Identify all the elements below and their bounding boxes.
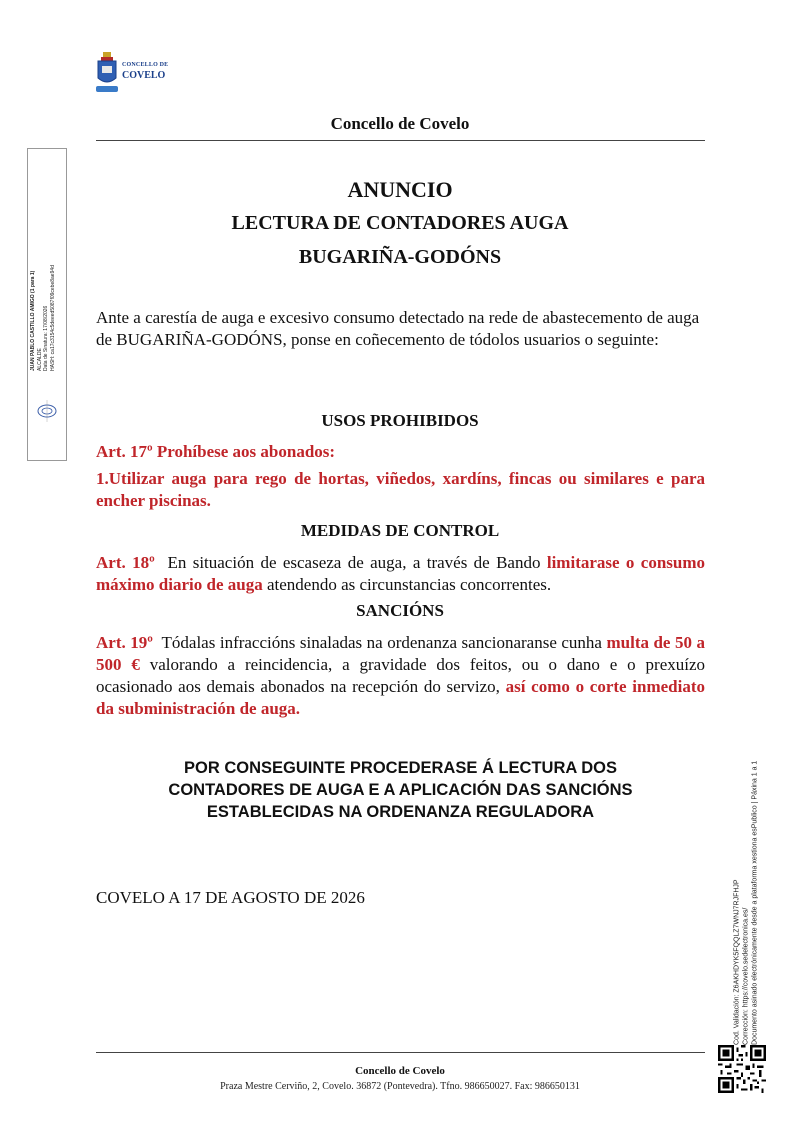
article-19-text: Tódalas infraccións sinaladas na ordenanza sancionaranse cunha — [161, 633, 602, 652]
article-19-text-middle: valorando a reincidencia, a gravidade dos feitos, ou o dano e o prexuízo ocasionado aos demais abonados na recepción do servizo, — [96, 655, 706, 696]
logo-line2: COVELO — [122, 70, 166, 81]
signer-name: JUAN PABLO CASTILLO AMIGO (1 para 1) — [30, 270, 36, 371]
conclusion-block — [96, 757, 705, 823]
prohibition-rule: 1.Utilizar auga para rego de hortas, viñedos, xardíns, fincas ou similares e para encher piscinas. — [96, 469, 705, 510]
article-18-label: Art. 18º — [96, 553, 155, 572]
verification-url: Corrección: https://covelo.sedelectronica.es/ — [742, 907, 750, 1045]
footer-divider — [96, 1052, 705, 1053]
footer-title: Concello de Covelo — [355, 1065, 445, 1077]
conclusion-line: CONTADORES DE AUGA E A APLICACIÓN DAS SANCIÓNS — [168, 781, 633, 799]
document-subtitle: LECTURA DE CONTADORES AUGA — [231, 212, 569, 234]
header-divider — [96, 140, 705, 141]
electronic-signature-note: Documento asinado electrónicamente desde a plataforma xestiona esPublico | Páxina 1 a 1 — [751, 760, 759, 1045]
header-title: Concello de Covelo — [330, 114, 470, 133]
section-heading-medidas: MEDIDAS DE CONTROL — [300, 521, 500, 540]
conclusion-line: ESTABLECIDAS NA ORDENANZA REGULADORA — [206, 803, 595, 821]
validation-code: Cod. Validación: Z6AKHDYK5FQQLZ7WNJ7RJFHJP — [733, 879, 741, 1045]
fine-amount: multa de 50 a 500 € — [96, 633, 705, 674]
article-19 — [96, 632, 705, 720]
article-18-text: En situación de escaseza de auga, a través de Bando — [167, 553, 541, 572]
article-18-highlight: limitarase o consumo máximo diario de auga — [96, 553, 706, 594]
section-heading-sancions: SANCIÓNS — [356, 601, 444, 620]
article-17: Art. 17º Prohíbese aos abonados: — [96, 442, 336, 461]
signature-hash: HASH: ca17c3154c5deeed5087f09cebe8ae94d — [49, 265, 56, 371]
section-heading-usos: USOS PROHIBIDOS — [321, 411, 479, 430]
footer-address: Praza Mestre Cerviño, 2, Covelo. 36872 (Pontevedra). Tfno. 986650027. Fax: 986650131 — [220, 1081, 580, 1092]
document-date: COVELO A 17 DE AGOSTO DE 2026 — [96, 888, 365, 907]
signature-date: Data de Sinatura: 17/08/2026 — [43, 305, 49, 371]
document-place: BUGARIÑA-GODÓNS — [298, 246, 502, 268]
conclusion-line: POR CONSEGUINTE PROCEDERASE Á LECTURA DOS — [183, 759, 617, 777]
article-18-text-end: atendendo as circunstancias concorrentes. — [266, 575, 552, 594]
logo-line1: CONCELLO DE — [122, 62, 169, 68]
supply-cut-notice: así como o corte inmediato da subministración de auga. — [96, 677, 705, 718]
coat-of-arms-icon — [96, 52, 118, 94]
article-19-label: Art. 19º — [96, 633, 153, 652]
article-18 — [96, 552, 705, 596]
municipal-logo — [92, 52, 172, 98]
document-title: ANUNCIO — [347, 177, 453, 202]
verification-text — [733, 715, 760, 1045]
signer-role: ALCALDE — [36, 348, 43, 371]
intro-paragraph: Ante a carestía de auga e excesivo consumo detectado na rede de abastecemento de auga de BUGARIÑA-GODÓNS, ponse en coñecemento de tódolos usuarios o seguinte: — [96, 308, 700, 349]
